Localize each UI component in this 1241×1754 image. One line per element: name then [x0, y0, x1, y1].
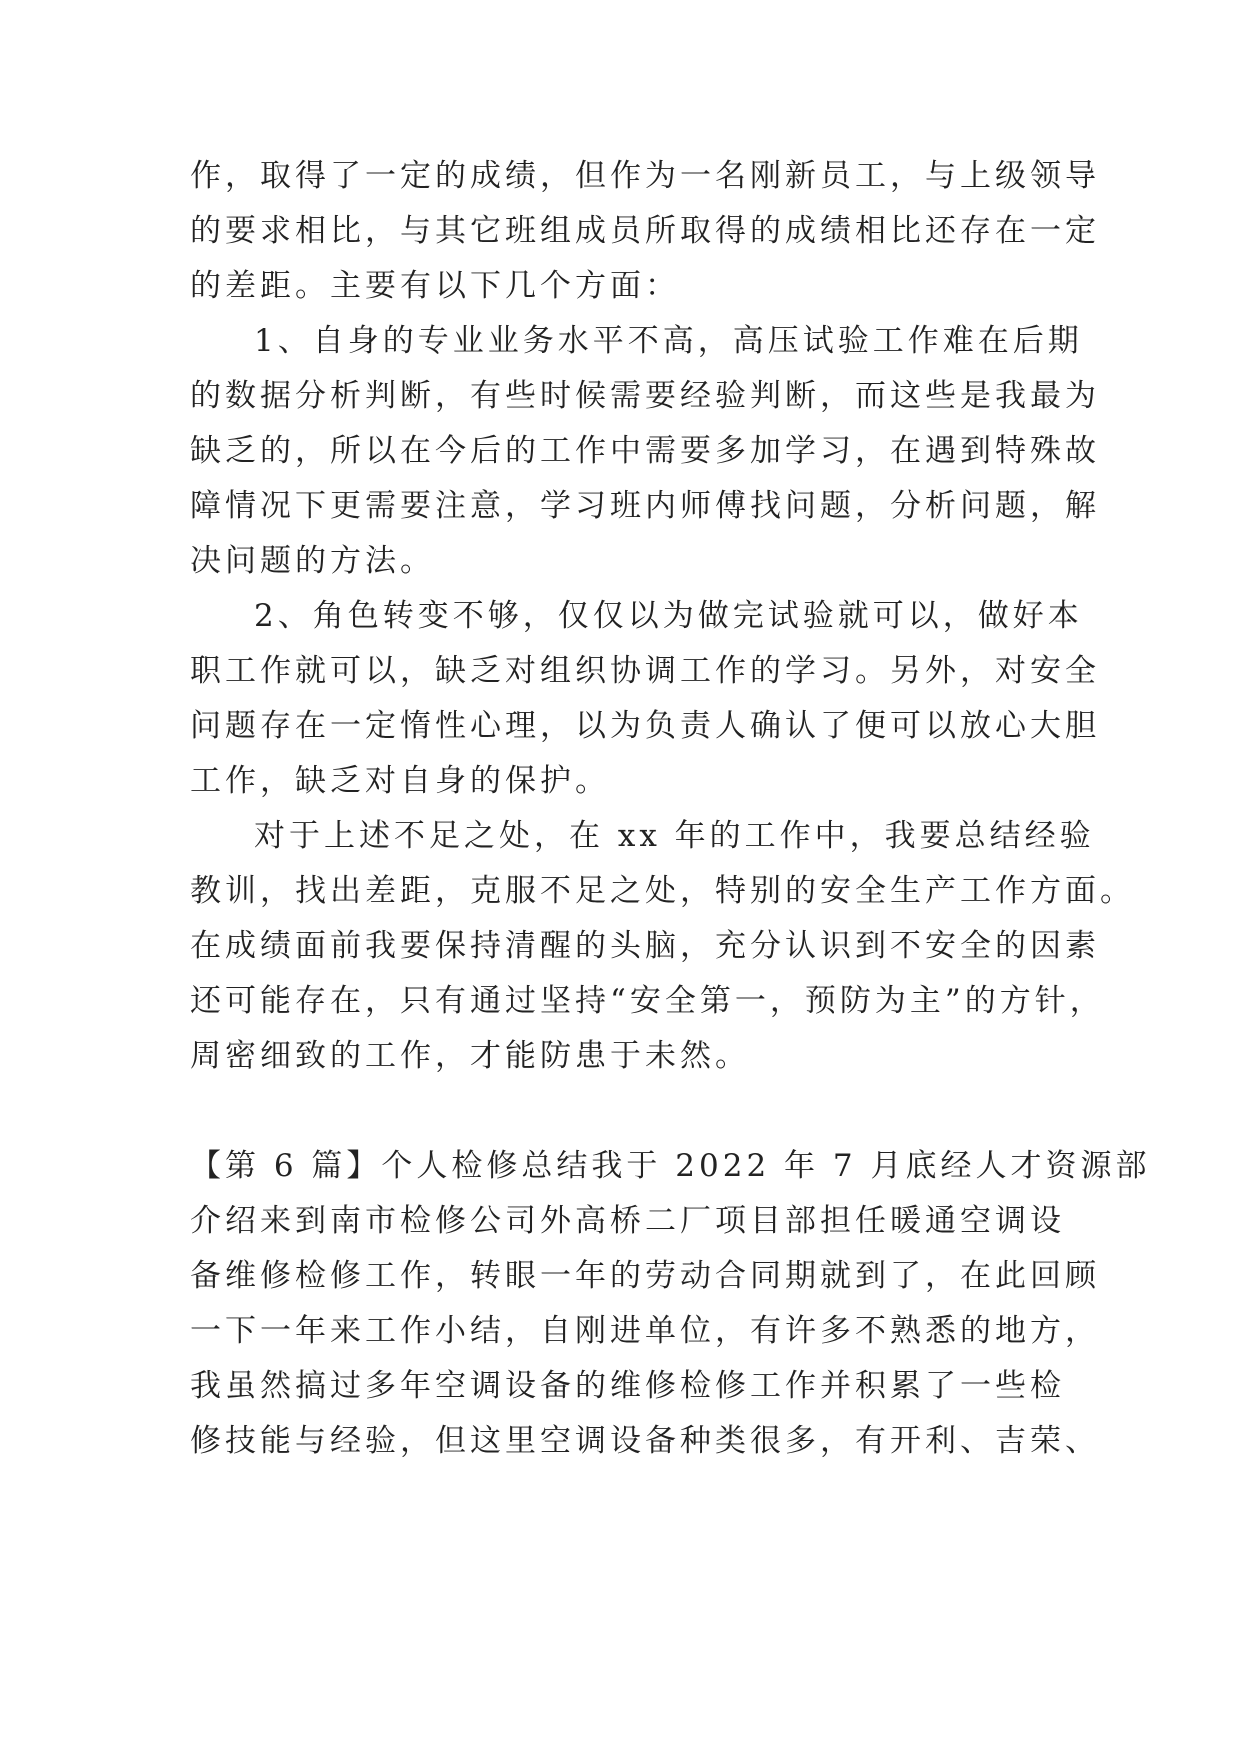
text-line: 的要求相比，与其它班组成员所取得的成绩相比还存在一定: [190, 213, 1100, 249]
text-line: 的数据分析判断，有些时候需要经验判断，而这些是我最为: [190, 378, 1100, 414]
text-line: 对于上述不足之处，在 xx 年的工作中，我要总结经验: [254, 818, 1095, 854]
text-line: 的差距。主要有以下几个方面：: [190, 268, 680, 304]
text-line: 工作，缺乏对自身的保护。: [190, 763, 610, 799]
text-line: 教训，找出差距，克服不足之处，特别的安全生产工作方面。: [190, 873, 1135, 909]
text-line: 问题存在一定惰性心理，以为负责人确认了便可以放心大胆: [190, 708, 1100, 744]
text-line: 缺乏的，所以在今后的工作中需要多加学习，在遇到特殊故: [190, 433, 1100, 469]
text-line: 作，取得了一定的成绩，但作为一名刚新员工，与上级领导: [190, 158, 1100, 194]
text-line: 还可能存在，只有通过坚持“安全第一，预防为主”的方针，: [190, 983, 1105, 1019]
text-line: 2、角色转变不够，仅仅以为做完试验就可以，做好本: [254, 598, 1083, 634]
text-line: 一下一年来工作小结，自刚进单位，有许多不熟悉的地方，: [190, 1313, 1100, 1349]
text-line: 障情况下更需要注意，学习班内师傅找问题，分析问题，解: [190, 488, 1100, 524]
text-line: 备维修检修工作，转眼一年的劳动合同期就到了，在此回顾: [190, 1258, 1100, 1294]
text-line: 决问题的方法。: [190, 543, 435, 579]
text-line: 修技能与经验，但这里空调设备种类很多，有开利、吉荣、: [190, 1423, 1100, 1459]
text-line: 介绍来到南市检修公司外高桥二厂项目部担任暖通空调设: [190, 1203, 1065, 1239]
text-line: 周密细致的工作，才能防患于未然。: [190, 1038, 750, 1074]
text-line: 1、自身的专业业务水平不高，高压试验工作难在后期: [254, 323, 1083, 359]
text-line: 在成绩面前我要保持清醒的头脑，充分认识到不安全的因素: [190, 928, 1100, 964]
section-heading-line: 【第 6 篇】个人检修总结我于 2022 年 7 月底经人才资源部: [190, 1148, 1151, 1184]
text-line: 职工作就可以，缺乏对组织协调工作的学习。另外，对安全: [190, 653, 1100, 689]
text-line: 我虽然搞过多年空调设备的维修检修工作并积累了一些检: [190, 1368, 1065, 1404]
